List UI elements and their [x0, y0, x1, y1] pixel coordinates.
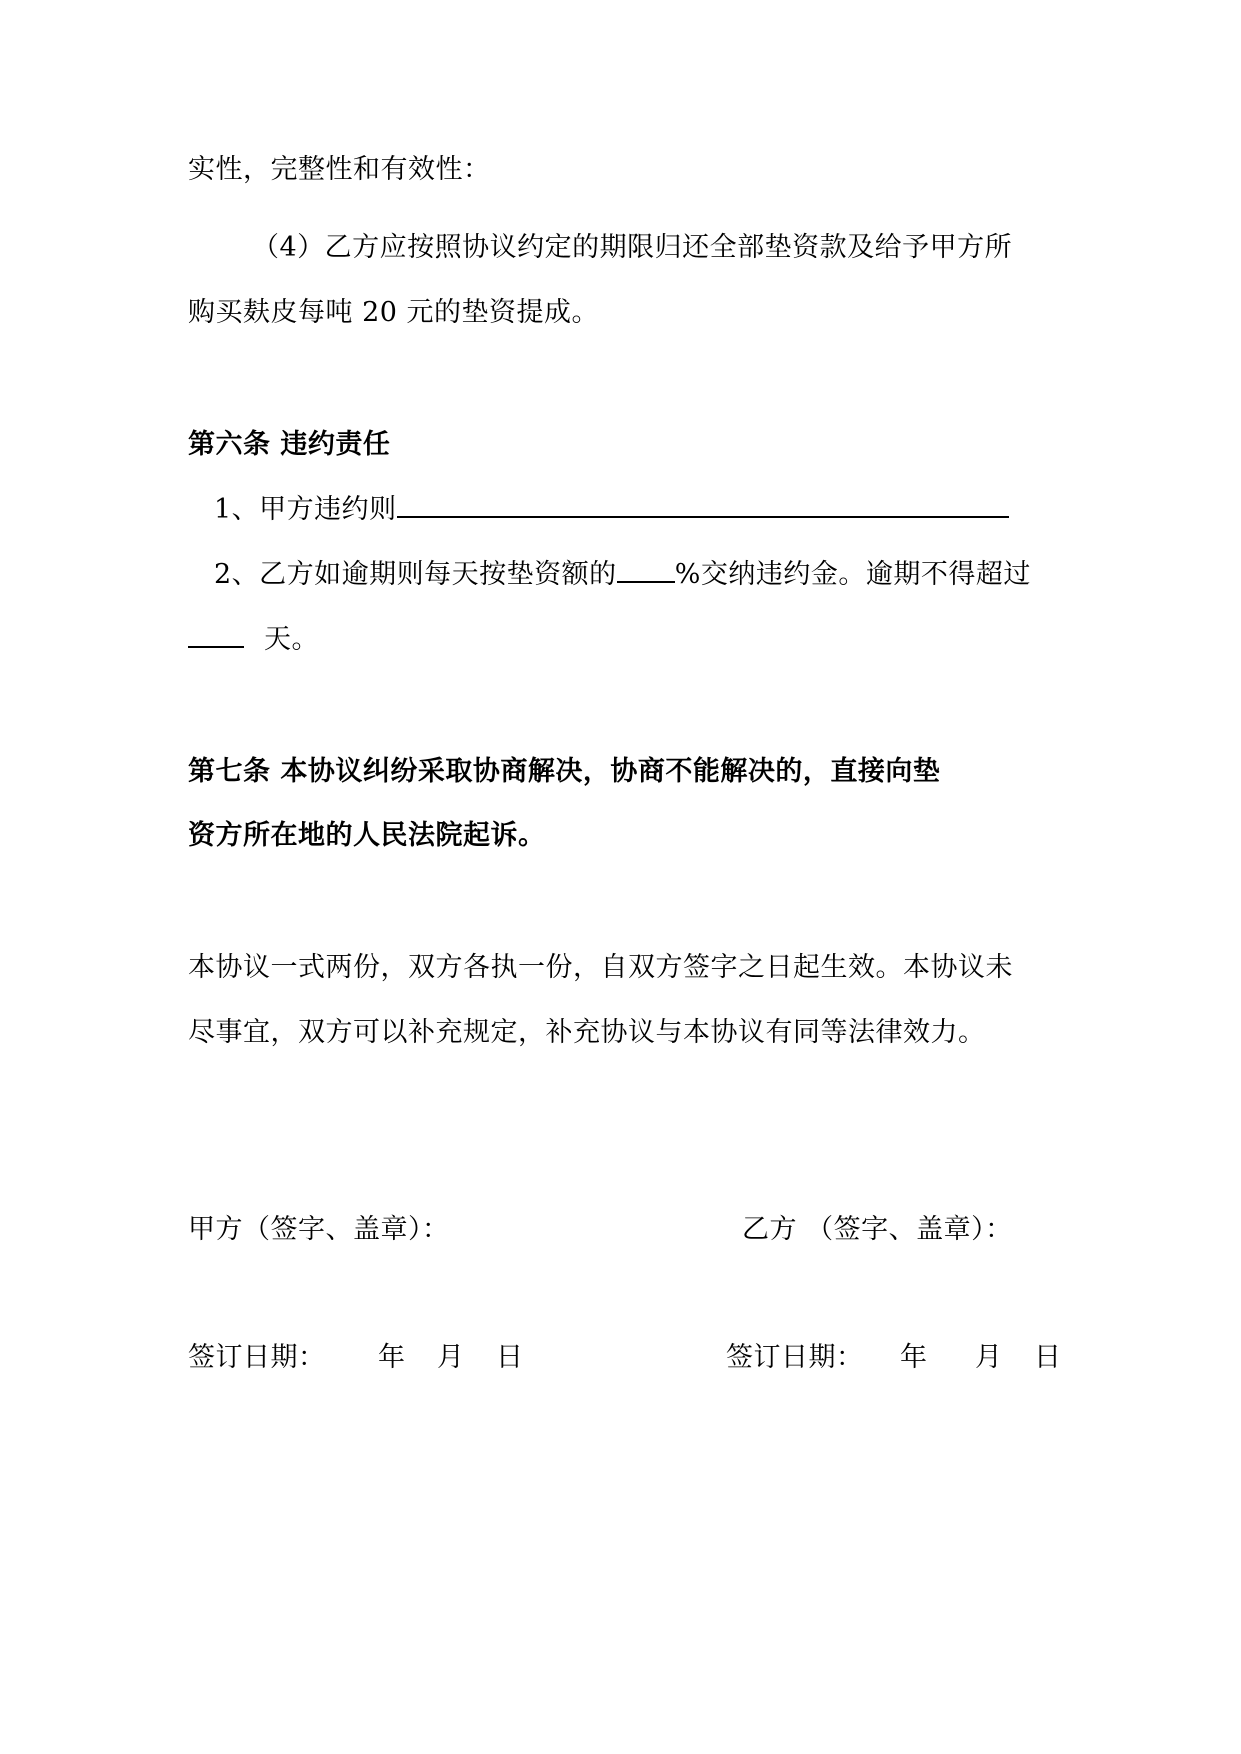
clause-1-label: 1、甲方违约则 — [214, 494, 397, 525]
closing-line-2: 尽事宜，双方可以补充规定，补充协议与本协议有同等法律效力。 — [188, 1017, 986, 1048]
clause-2-days-blank — [188, 620, 244, 648]
clause-2-suffix: 天。 — [264, 624, 319, 655]
clause-2-mid: %交纳违约金。逾期不得超过 — [674, 559, 1031, 590]
party-b-month: 月 — [975, 1342, 1003, 1373]
party-a-month: 月 — [437, 1342, 465, 1373]
clause-2-prefix: 2、乙方如逾期则每天按垫资额的 — [214, 559, 617, 590]
party-b-date-label: 签订日期： — [726, 1342, 864, 1373]
continuation-text: 实性，完整性和有效性： — [188, 154, 491, 185]
party-a-signature: 甲方（签字、盖章）： — [188, 1214, 450, 1245]
clause-2-line-2 — [188, 620, 319, 660]
clause-2-percent-blank — [617, 555, 675, 583]
closing-line-1: 本协议一式两份，双方各执一份，自双方签字之日起生效。本协议未 — [188, 952, 1013, 983]
party-a-day: 日 — [496, 1342, 524, 1373]
clause-2-line-1 — [214, 555, 1031, 595]
article-7-line-1: 第七条 本协议纠纷采取协商解决，协商不能解决的，直接向垫 — [188, 756, 941, 787]
party-a-date-label: 签订日期： — [188, 1342, 326, 1373]
clause-1-blank — [397, 490, 1009, 518]
party-a-year: 年 — [378, 1342, 406, 1373]
item-4-line-2: 购买麸皮每吨 20 元的垫资提成。 — [188, 297, 600, 328]
clause-1 — [214, 490, 1009, 530]
party-b-year: 年 — [900, 1342, 928, 1373]
party-b-signature: 乙方 （签字、盖章）： — [742, 1214, 1013, 1245]
party-b-day: 日 — [1034, 1342, 1062, 1373]
article-7-line-2: 资方所在地的人民法院起诉。 — [188, 820, 546, 851]
article-6-title: 第六条 违约责任 — [188, 429, 391, 460]
item-4-line-1: （4）乙方应按照协议约定的期限归还全部垫资款及给予甲方所 — [252, 232, 1013, 263]
